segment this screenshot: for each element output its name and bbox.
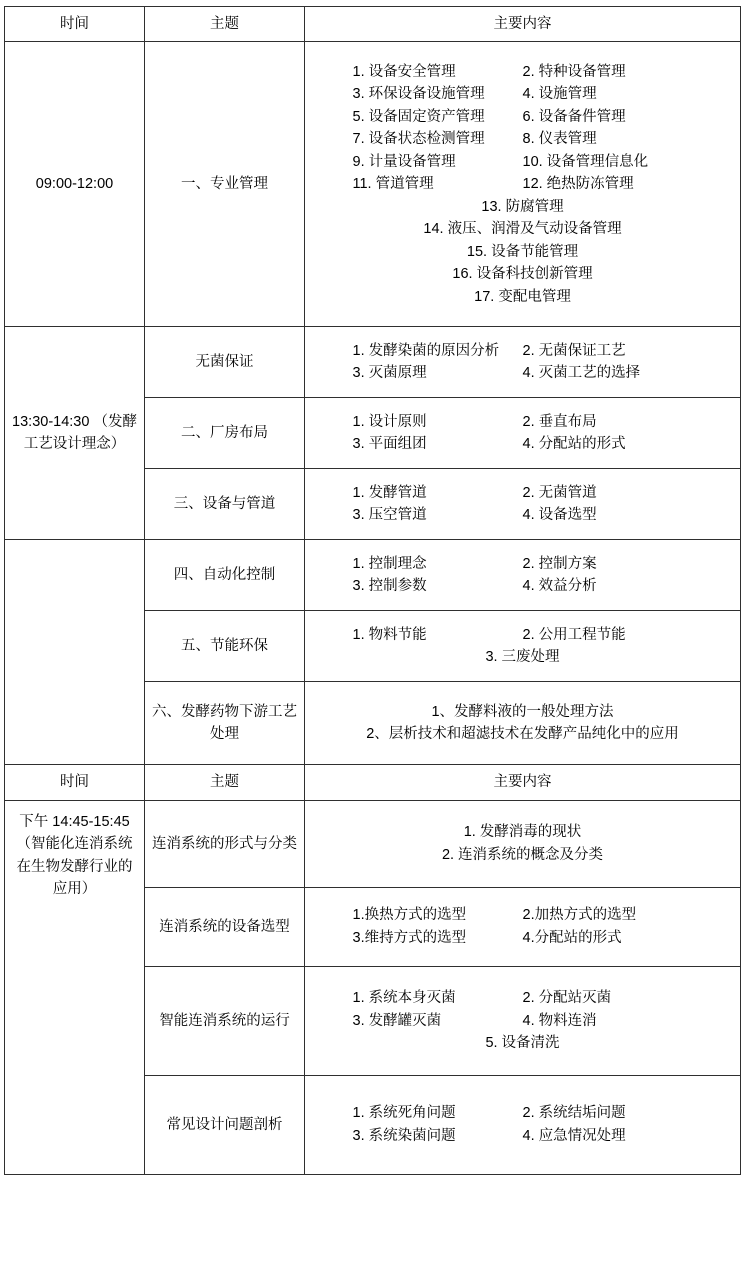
row-content [305,611,741,682]
table-row [5,540,741,611]
content-line: 15. 设备节能管理 [466,243,579,260]
header-topic-2: 主题 [145,765,305,800]
content-item: 1.换热方式的选型 [352,907,467,924]
table-header-row-2 [5,765,741,800]
row-topic: 二、厂房布局 [145,398,305,469]
schedule-body [5,7,741,1175]
content-line [311,1102,734,1124]
row-time: 下午 14:45-15:45 （智能化连消系统在生物发酵行业的应用） [5,800,145,1174]
content-item: 2. 无菌保证工艺 [522,343,626,359]
content-line [311,151,734,173]
row-content [305,42,741,327]
content-item: 4. 设施管理 [522,86,597,103]
content-item: 2. 无菌管道 [522,485,597,501]
row-topic: 常见设计问题剖析 [145,1075,305,1174]
content-item: 1. 系统死角问题 [352,1105,456,1122]
row-topic: 六、发酵药物下游工艺处理 [145,682,305,765]
content-item: 2.加热方式的选型 [522,907,637,924]
content-item: 9. 计量设备管理 [352,153,456,170]
row-topic: 智能连消系统的运行 [145,966,305,1075]
content-line [311,173,734,195]
content-item: 4. 设备选型 [522,507,597,524]
content-item: 1. 发酵管道 [352,485,427,501]
header-content-2: 主要内容 [305,765,741,800]
content-item: 4. 物料连消 [522,1012,597,1029]
content-item: 2. 分配站灭菌 [522,990,612,1007]
row-time [5,540,145,765]
row-content [305,966,741,1075]
content-item: 1. 发酵染菌的原因分析 [352,343,500,359]
row-content [305,327,741,398]
content-line [311,128,734,150]
content-line [311,624,734,646]
table-row [5,327,741,398]
content-item: 2. 公用工程节能 [522,627,626,643]
content-line [311,1010,734,1032]
content-line [311,553,734,575]
row-content [305,800,741,887]
content-item: 6. 设备备件管理 [522,108,626,125]
content-line [311,61,734,83]
table-header-row [5,7,741,42]
content-line: 1、发酵料液的一般处理方法 [431,704,614,720]
row-topic: 一、专业管理 [145,42,305,327]
row-content [305,469,741,540]
content-item: 3. 发酵罐灭菌 [352,1012,442,1029]
row-time: 09:00-12:00 [5,42,145,327]
row-topic: 四、自动化控制 [145,540,305,611]
content-item: 2. 控制方案 [522,556,597,572]
row-content [305,887,741,966]
row-content [305,398,741,469]
content-item: 2. 垂直布局 [522,414,597,430]
content-line: 2、层析技术和超滤技术在发酵产品纯化中的应用 [366,726,679,743]
content-line [311,106,734,128]
content-item: 8. 仪表管理 [522,131,597,148]
row-topic: 连消系统的形式与分类 [145,800,305,887]
content-line [311,904,734,926]
content-item: 2. 特种设备管理 [522,63,626,80]
content-item: 7. 设备状态检测管理 [352,131,485,148]
content-line [311,482,734,504]
schedule-table [4,6,741,1175]
content-item: 3. 灭菌原理 [352,365,427,382]
content-item: 4. 分配站的形式 [522,436,626,453]
content-item: 3.维持方式的选型 [352,929,467,946]
content-line: 2. 连消系统的概念及分类 [441,846,604,863]
content-item: 1. 设计原则 [352,414,427,430]
row-content [305,1075,741,1174]
header-topic: 主题 [145,7,305,42]
content-line: 1. 发酵消毒的现状 [463,824,582,841]
content-line [311,433,734,455]
content-item: 11. 管道管理 [352,176,434,193]
table-row [5,800,741,887]
content-item: 12. 绝热防冻管理 [522,176,634,193]
content-item: 4.分配站的形式 [522,929,622,946]
content-item: 10. 设备管理信息化 [522,153,649,170]
content-line [311,1125,734,1147]
content-item: 4. 应急情况处理 [522,1127,626,1144]
content-item: 1. 设备安全管理 [352,63,456,80]
content-line [311,83,734,105]
row-topic: 五、节能环保 [145,611,305,682]
content-item: 1. 系统本身灭菌 [352,990,456,1007]
content-item: 5. 设备固定资产管理 [352,108,485,125]
header-content: 主要内容 [305,7,741,42]
content-item: 1. 控制理念 [352,556,427,572]
content-item: 4. 效益分析 [522,578,597,595]
content-line: 13. 防腐管理 [481,198,564,215]
content-item: 3. 平面组团 [352,436,427,453]
content-line: 17. 变配电管理 [474,288,571,305]
content-line [311,927,734,949]
content-line [311,504,734,526]
content-line [311,362,734,384]
content-item: 3. 环保设备设施管理 [352,86,485,103]
content-item: 2. 系统结垢问题 [522,1105,626,1122]
content-item: 3. 控制参数 [352,578,427,595]
content-line [311,411,734,433]
header-time: 时间 [5,7,145,42]
content-line: 3. 三废处理 [485,649,560,666]
content-item: 3. 压空管道 [352,507,427,524]
content-line [311,987,734,1009]
row-topic: 连消系统的设备选型 [145,887,305,966]
content-line: 16. 设备科技创新管理 [452,266,593,283]
row-content [305,682,741,765]
content-line: 5. 设备清洗 [485,1035,560,1052]
row-content [305,540,741,611]
table-row [5,42,741,327]
content-item: 3. 系统染菌问题 [352,1127,456,1144]
content-item: 1. 物料节能 [352,627,427,643]
content-line [311,340,734,362]
content-item: 4. 灭菌工艺的选择 [522,365,641,382]
row-time: 13:30-14:30 （发酵工艺设计理念） [5,327,145,540]
content-line: 14. 液压、润滑及气动设备管理 [423,221,622,238]
header-time-2: 时间 [5,765,145,800]
row-topic: 无菌保证 [145,327,305,398]
row-topic: 三、设备与管道 [145,469,305,540]
content-line [311,575,734,597]
